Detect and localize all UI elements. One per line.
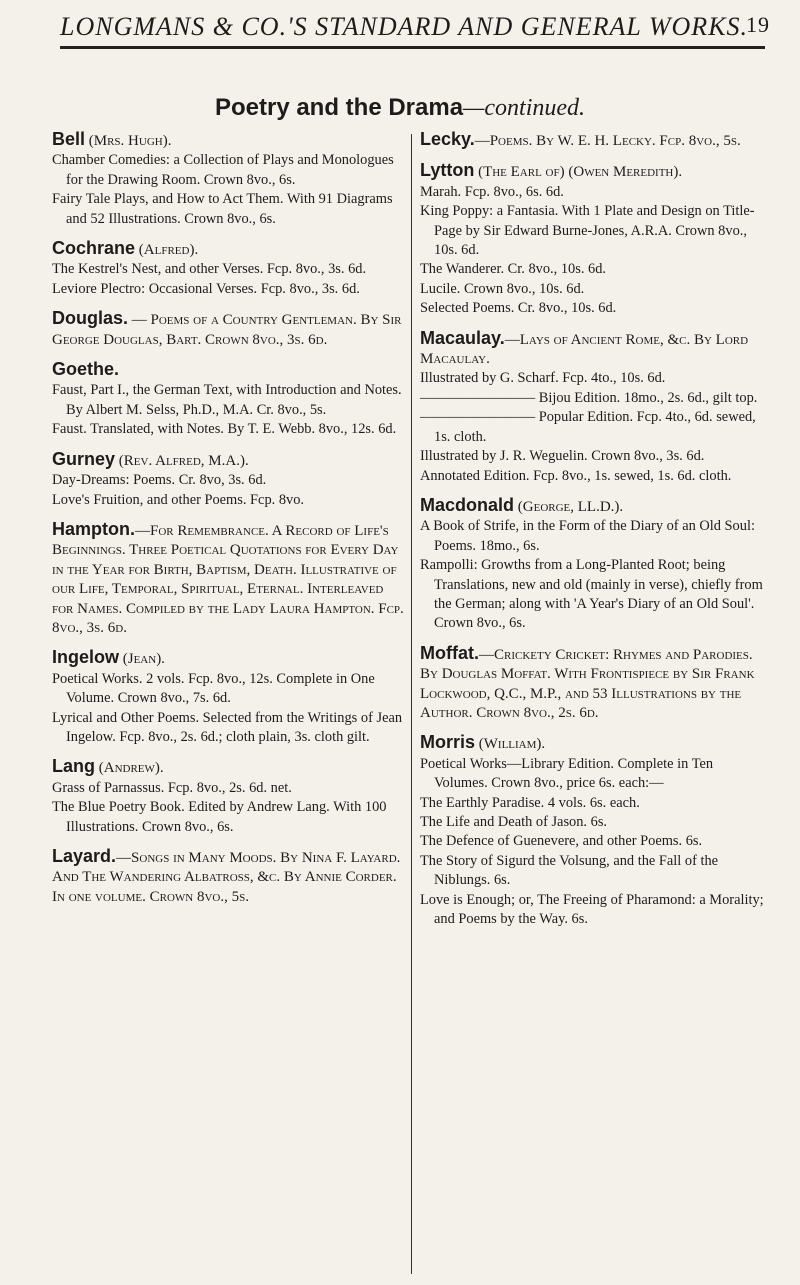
work-item: Grass of Parnassus. Fcp. 8vo., 2s. 6d. net.: [52, 779, 292, 796]
author-detail: (William).: [475, 736, 546, 753]
work-item: The Wanderer. Cr. 8vo., 10s. 6d.: [420, 261, 607, 278]
author-name: Moffat.: [420, 642, 479, 663]
work-item: Poetical Works. 2 vols. Fcp. 8vo., 12s. Complete in One Volume. Crown 8vo., 7s. 6d.: [52, 670, 375, 707]
entry-douglas: [52, 309, 404, 350]
author-detail: (Jean).: [119, 651, 165, 668]
work-item: Marah. Fcp. 8vo., 6s. 6d.: [420, 183, 564, 200]
section-continued: —continued.: [463, 95, 586, 121]
work-item: The Kestrel's Nest, and other Verses. Fcp. 8vo., 3s. 6d.: [52, 261, 367, 278]
work-item: Lucile. Crown 8vo., 10s. 6d.: [420, 280, 585, 297]
author-detail: (George, LL.D.).: [514, 498, 624, 515]
work-item: Lyrical and Other Poems. Selected from the Writings of Jean Ingelow. Fcp. 8vo., 2s. 6d.; cloth plain, 3s. cloth gilt.: [52, 709, 403, 745]
author-name: Bell: [52, 129, 86, 149]
entry-hampton: [52, 520, 404, 638]
entry-macdonald: [420, 496, 768, 634]
entry-lang: [52, 757, 404, 837]
section-heading: [0, 94, 800, 122]
entry-morris: [420, 733, 768, 929]
author-name: Douglas.: [52, 308, 129, 329]
entry-moffat: [420, 644, 768, 724]
work-item: Day-Dreams: Poems. Cr. 8vo, 3s. 6d.: [52, 472, 267, 489]
author-detail: (The Earl of) (Owen Meredith).: [474, 164, 683, 181]
entry-cochrane: [52, 239, 404, 299]
work-item: Love's Fruition, and other Poems. Fcp. 8vo.: [52, 491, 305, 508]
left-column: [52, 130, 404, 917]
work-item: Poetical Works—Library Edition. Complete in Ten Volumes. Crown 8vo., price 6s. each:—: [420, 755, 714, 792]
author-name: Lang: [52, 756, 95, 777]
work-item: Rampolli: Growths from a Long-Planted Root; being Translations, new and old (mainly in verse), chiefly from the German; along with 'A Year's Diary of an Old Soul'. Crown 8vo., 6s.: [420, 557, 763, 632]
author-name: Ingelow: [52, 647, 119, 668]
entry-lytton: [420, 161, 768, 318]
author-detail: —For Remembrance. A Record of Life's Beginnings. Three Poetical Quotations for Every Day in the Year for Birth, Baptism, Death. Illustrative of our Life, Temporal, Spiritual, Eternal. Interleaved for Names. Compiled by the Lady Laura Hampton. Fcp. 8vo., 3s. 6d.: [52, 522, 404, 636]
running-head: [60, 10, 780, 50]
author-detail: —Poems. By W. E. H. Lecky. Fcp. 8vo., 5s.: [474, 133, 741, 149]
work-item: King Poppy: a Fantasia. With 1 Plate and Design on Title-Page by Sir Edward Burne-Jones, A.R.A. Crown 8vo., 10s. 6d.: [420, 203, 755, 259]
author-name: Morris: [420, 732, 476, 753]
column-divider: [411, 134, 412, 1274]
work-item: Faust, Part I., the German Text, with Introduction and Notes. By Albert M. Selss, Ph.D., M.A. Cr. 8vo., 5s.: [52, 382, 402, 418]
author-detail: (Rev. Alfred, M.A.).: [115, 452, 249, 469]
entry-gurney: [52, 450, 404, 510]
work-item: The Earthly Paradise. 4 vols. 6s. each.: [420, 794, 640, 811]
entry-goethe: [52, 360, 404, 440]
work-item: Selected Poems. Cr. 8vo., 10s. 6d.: [420, 300, 617, 317]
author-name: Macdonald: [420, 494, 515, 515]
entry-ingelow: [52, 648, 404, 747]
work-item: Illustrated by J. R. Weguelin. Crown 8vo., 3s. 6d.: [420, 448, 705, 465]
work-item: Chamber Comedies: a Collection of Plays and Monologues for the Drawing Room. Crown 8vo., 6s.: [52, 152, 394, 188]
work-item: The Life and Death of Jason. 6s.: [420, 814, 608, 830]
work-item: Love is Enough; or, The Freeing of Pharamond: a Morality; and Poems by the Way. 6s.: [420, 891, 764, 928]
author-detail: —Lays of Ancient Rome, &c. By Lord Macaulay.: [420, 331, 749, 368]
author-detail: (Alfred).: [135, 242, 199, 259]
author-name: Lecky.: [420, 129, 475, 149]
work-item: Annotated Edition. Fcp. 8vo., 1s. sewed, 1s. 6d. cloth.: [420, 467, 732, 484]
section-title: Poetry and the Drama: [214, 94, 464, 121]
author-detail: (Mrs. Hugh).: [85, 133, 172, 149]
author-detail: — Poems of a Country Gentleman. By Sir George Douglas, Bart. Crown 8vo., 3s. 6d.: [52, 312, 402, 348]
work-item: The Blue Poetry Book. Edited by Andrew Lang. With 100 Illustrations. Crown 8vo., 6s.: [52, 799, 387, 835]
author-name: Macaulay.: [420, 327, 505, 348]
work-item: The Defence of Guenevere, and other Poems. 6s.: [420, 833, 703, 850]
page-number: 19: [746, 12, 770, 37]
author-name: Layard.: [52, 846, 117, 866]
work-item: Fairy Tale Plays, and How to Act Them. With 91 Diagrams and 52 Illustrations. Crown 8vo., 6s.: [52, 191, 393, 227]
author-name: Gurney: [52, 448, 116, 469]
author-name: Hampton.: [52, 518, 135, 539]
work-item: Illustrated by G. Scharf. Fcp. 4to., 10s. 6d.: [420, 370, 666, 387]
author-detail: —Songs in Many Moods. By Nina F. Layard. And The Wandering Albatross, &c. By Annie Corder. In one volume. Crown 8vo., 5s.: [52, 850, 401, 905]
entry-bell: [52, 130, 404, 229]
work-item: ———————— Bijou Edition. 18mo., 2s. 6d., gilt top.: [420, 389, 758, 406]
header-rule: [60, 46, 765, 49]
author-detail: —Crickety Cricket: Rhymes and Parodies. By Douglas Moffat. With Frontispiece by Sir Frank Lockwood, Q.C., M.P., and 53 Illustrations by the Author. Crown 8vo., 2s. 6d.: [420, 646, 755, 721]
work-item: Leviore Plectro: Occasional Verses. Fcp. 8vo., 3s. 6d.: [52, 280, 360, 297]
entry-macaulay: [420, 329, 768, 486]
author-name: Lytton: [420, 160, 475, 181]
author-name: Goethe.: [52, 359, 120, 380]
work-item: The Story of Sigurd the Volsung, and the Fall of the Niblungs. 6s.: [420, 852, 719, 889]
work-item: ———————— Popular Edition. Fcp. 4to., 6d. sewed, 1s. cloth.: [420, 409, 756, 445]
work-item: A Book of Strife, in the Form of the Diary of an Old Soul: Poems. 18mo., 6s.: [420, 518, 755, 554]
author-name: Cochrane: [52, 238, 136, 259]
right-column: [420, 130, 768, 939]
work-item: Faust. Translated, with Notes. By T. E. Webb. 8vo., 12s. 6d.: [52, 421, 397, 438]
author-detail: (Andrew).: [95, 760, 164, 777]
entry-layard: [52, 847, 404, 907]
running-head-title: LONGMANS & CO.'S STANDARD AND GENERAL WORKS.: [60, 12, 749, 41]
entry-lecky: [420, 130, 768, 151]
